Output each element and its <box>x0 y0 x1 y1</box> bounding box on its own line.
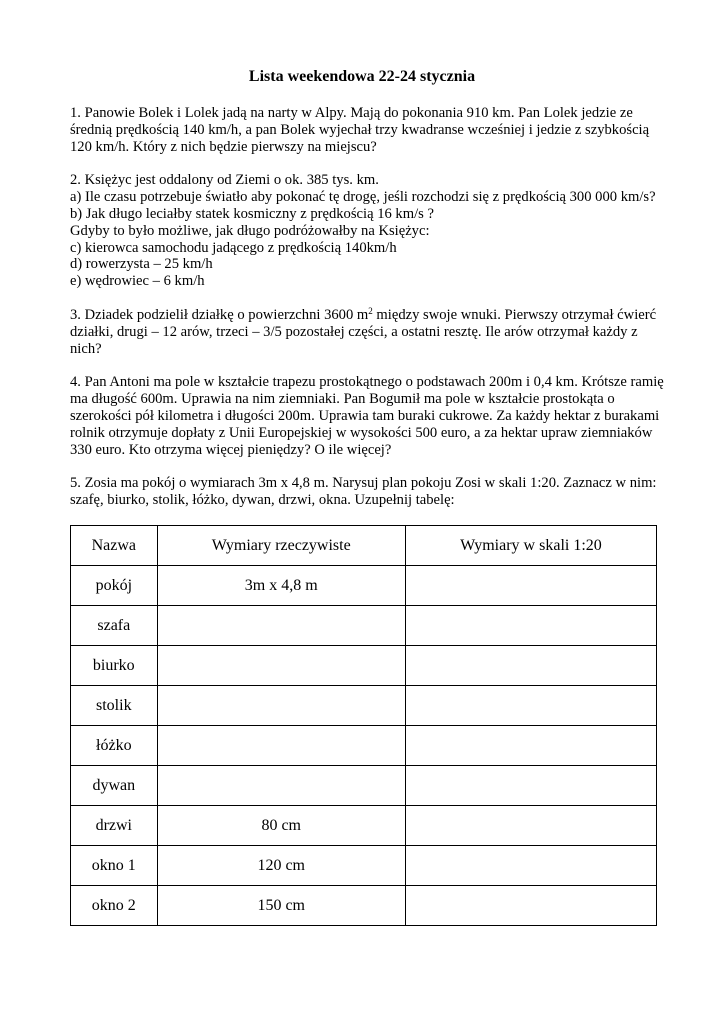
row-name-cell: łóżko <box>71 726 158 766</box>
row-scaled-cell <box>405 686 656 726</box>
row-scaled-cell <box>405 606 656 646</box>
table-row <box>71 566 657 606</box>
header-nazwa: Nazwa <box>71 526 158 566</box>
task-2-c: c) kierowca samochodu jadącego z prędkością 140km/h <box>70 239 397 256</box>
dimensions-table <box>70 525 657 926</box>
task-1 <box>70 105 670 155</box>
task-5 <box>70 475 670 509</box>
row-scaled-cell <box>405 846 656 886</box>
header-wymiary-rzeczywiste: Wymiary rzeczywiste <box>157 526 405 566</box>
table-row <box>71 686 657 726</box>
task-1-text: 1. Panowie Bolek i Lolek jadą na narty w Alpy. Mają do pokonania 910 km. Pan Lolek jedzie ze średnią prędkością 140 km/h, a pan Bolek wyjechał trzy kwadranse wcześniej i jedzie z szybkością 120 km/h. Który z nich będzie pierwszy na miejscu? <box>70 105 650 155</box>
table-row <box>71 766 657 806</box>
task-2-gdyby: Gdyby to było możliwe, jak długo podróżowałby na Księżyc: <box>70 222 430 239</box>
row-real-cell: 120 cm <box>157 846 405 886</box>
row-scaled-cell <box>405 886 656 926</box>
row-scaled-cell <box>405 646 656 686</box>
task-2-b: b) Jak długo leciałby statek kosmiczny z prędkością 16 km/s ? <box>70 205 434 222</box>
task-3-part2: między swoje wnuki. Pierwszy otrzymał ćwierć działki, drugi – 12 arów, trzeci – 3/5 pozostałej części, a ostatni resztę. Ile arów otrzymał każdy z nich? <box>70 306 657 357</box>
row-real-cell <box>157 686 405 726</box>
row-real-cell: 3m x 4,8 m <box>157 566 405 606</box>
row-name-cell: pokój <box>71 566 158 606</box>
task-3-text <box>70 307 670 357</box>
header-wymiary-w-skali: Wymiary w skali 1:20 <box>405 526 656 566</box>
row-name-cell: stolik <box>71 686 158 726</box>
row-real-cell: 150 cm <box>157 886 405 926</box>
table-row <box>71 886 657 926</box>
row-name-cell: okno 2 <box>71 886 158 926</box>
task-5-text: 5. Zosia ma pokój o wymiarach 3m x 4,8 m. Narysuj plan pokoju Zosi w skali 1:20. Zaznacz w nim: szafę, biurko, stolik, łóżko, dywan, drzwi, okna. Uzupełnij tabelę: <box>70 475 657 509</box>
row-real-cell <box>157 606 405 646</box>
table-row <box>71 726 657 766</box>
task-2-a: a) Ile czasu potrzebuje światło aby pokonać tę drogę, jeśli rozchodzi się z prędkością 300 000 km/s? <box>70 189 656 206</box>
table-row <box>71 806 657 846</box>
table-row <box>71 846 657 886</box>
task-2-d: d) rowerzysta – 25 km/h <box>70 256 213 273</box>
task-2-e: e) wędrowiec – 6 km/h <box>70 273 205 290</box>
table-row <box>71 606 657 646</box>
row-name-cell: szafa <box>71 606 158 646</box>
row-real-cell <box>157 646 405 686</box>
row-scaled-cell <box>405 806 656 846</box>
task-3 <box>70 307 670 357</box>
row-scaled-cell <box>405 566 656 606</box>
task-2-intro: 2. Księżyc jest oddalony od Ziemi o ok. 385 tys. km. <box>70 172 379 189</box>
task-3-superscript: 2 <box>368 305 373 316</box>
task-4 <box>70 374 670 458</box>
row-name-cell: drzwi <box>71 806 158 846</box>
row-scaled-cell <box>405 726 656 766</box>
table-header-row <box>71 526 657 566</box>
row-name-cell: dywan <box>71 766 158 806</box>
task-4-text: 4. Pan Antoni ma pole w kształcie trapezu prostokątnego o podstawach 200m i 0,4 km. Krótsze ramię ma długość 600m. Uprawia na nim ziemniaki. Pan Bogumił ma pole w kształcie prostokąta o szerokości pół kilometra i długości 200m. Uprawia tam buraki cukrowe. Za każdy hektar z burakami rolnik otrzymuje dopłaty z Unii Europejskiej w wysokości 500 euro, a za hektar upraw ziemniaków 330 euro. Kto otrzyma więcej pieniędzy? O ile więcej? <box>70 374 664 458</box>
task-2 <box>70 172 670 290</box>
table-row <box>71 646 657 686</box>
row-real-cell <box>157 726 405 766</box>
row-name-cell: biurko <box>71 646 158 686</box>
tasks-content <box>70 105 670 526</box>
row-real-cell <box>157 766 405 806</box>
row-name-cell: okno 1 <box>71 846 158 886</box>
page-title: Lista weekendowa 22-24 stycznia <box>248 68 476 85</box>
row-real-cell: 80 cm <box>157 806 405 846</box>
task-3-part1: 3. Dziadek podzielił działkę o powierzchni 3600 m <box>70 306 369 323</box>
row-scaled-cell <box>405 766 656 806</box>
